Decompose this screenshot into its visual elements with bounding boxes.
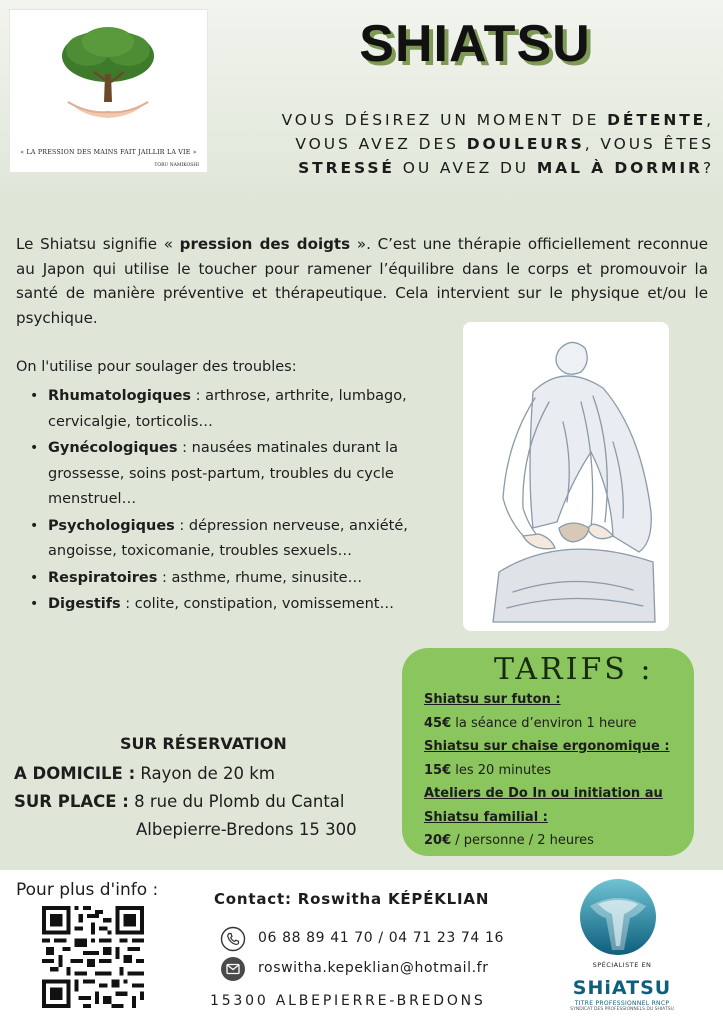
reservation-onsite [14,792,345,811]
trouble-text: : asthme, rhume, sinusite… [157,569,363,586]
tarif-price-line [424,829,690,853]
list-item [28,566,458,592]
bullet: • [30,440,39,456]
reservation-home [14,764,275,783]
trouble-text: : colite, constipation, vomissement… [120,596,394,612]
reservation-label: A DOMICILE : [14,764,136,783]
tarif-detail: les 20 minutes [451,762,552,778]
reservation-title: SUR RÉSERVATION [120,734,287,753]
bullet: • [30,569,39,586]
troubles-list [28,384,458,619]
tarif-price: 20€ [424,833,452,848]
reservation-value: 8 rue du Plomb du Cantal [128,792,345,811]
tree-in-hands-icon [58,24,158,124]
tarifs-title: TARIFS : [494,652,654,687]
list-item [28,384,458,435]
description-paragraph [16,232,708,330]
badge-line-syndicate: SYNDICAT DES PROFESSIONNELS DU SHIATSU [570,1007,674,1012]
phone-icon [220,926,246,952]
specialist-badge [568,876,676,1018]
list-item [28,436,458,513]
tarif-price-line [424,712,690,736]
description-keyword: pression des doigts [179,235,351,253]
intro-keyword: STRESSÉ [298,159,395,177]
intro-text: OU AVEZ DU [394,159,537,177]
trouble-text: : arthrose, arthrite, lumbago, cervicalgie, torticolis… [48,388,407,430]
reservation-address-line2: Albepierre-Bredons 15 300 [136,820,357,839]
trouble-name: Rhumatologiques [48,388,192,404]
practitioner-drawing-icon [463,322,669,631]
tarif-heading: Ateliers de Do In ou initiation au [424,786,663,801]
logo-author: TORU NAMIKOSHI [154,163,199,168]
intro-text: VOUS AVEZ DES [295,135,467,153]
tarifs-card [402,648,694,856]
tarif-price-line [424,759,690,783]
list-item [28,514,458,565]
intro-line-1 [214,108,714,132]
trouble-name: Digestifs [48,596,121,612]
bullet: • [30,596,39,612]
tarif-heading: Shiatsu sur chaise ergonomique : [424,739,670,754]
logo-caption: « LA PRESSION DES MAINS FAIT JAILLIR LA VIE » [20,149,197,156]
tarif-price: 45€ [424,715,452,731]
phone-number[interactable]: 06 88 89 41 70 / 04 71 23 74 16 [258,930,504,946]
tree-logo [10,10,207,172]
intro-question [214,108,714,180]
reservation-value: Rayon de 20 km [135,764,275,783]
city-address: 15300 ALBEPIERRE-BREDONS [210,993,486,1009]
intro-text: VOUS DÉSIREZ UN MOMENT DE [281,111,608,129]
badge-brand: SHiATSU [572,977,672,999]
tarif-detail: / personne / 2 heures [451,833,594,848]
more-info-label: Pour plus d'info : [16,880,159,900]
intro-text: ? [702,159,714,177]
intro-line-2 [214,132,714,156]
trouble-name: Respiratoires [48,569,158,586]
bullet: • [30,388,39,404]
tarifs-list [424,688,690,853]
mail-icon [220,956,246,982]
intro-text: , VOUS ÊTES [584,135,714,153]
email-address[interactable]: roswitha.kepeklian@hotmail.fr [258,960,489,976]
intro-keyword: MAL À DORMIR [536,159,703,177]
badge-line-1: SPÉCIALISTE EN [592,961,652,969]
trouble-name: Gynécologiques [48,440,178,456]
list-item [28,592,458,618]
intro-text: , [706,111,714,129]
trouble-text: : nausées matinales durant la grossesse, soins post-partum, troubles du cycle menstruel… [48,440,399,507]
tarif-heading: Shiatsu sur futon : [424,692,561,707]
intro-keyword: DÉTENTE [607,111,707,129]
tarif-detail: la séance d’environ 1 heure [451,715,637,731]
badge-line-title: TITRE PROFESSIONNEL RNCP [574,1000,670,1007]
page-title: SHIATSU [359,15,591,73]
uses-lead: On l'utilise pour soulager des troubles: [16,359,297,375]
trouble-name: Psychologiques [48,517,175,534]
tarif-heading: Shiatsu familial : [424,809,548,825]
reservation-label: SUR PLACE : [14,792,129,811]
shiatsu-emblem-icon [578,876,658,958]
tarif-price: 15€ [424,762,452,778]
bullet: • [30,517,39,534]
intro-line-3 [214,156,714,180]
contact-name: Contact: Roswitha KÉPÉKLIAN [214,890,490,908]
intro-keyword: DOULEURS [466,135,585,153]
description-text: Le Shiatsu signifie « [16,235,180,253]
qr-code-icon[interactable] [42,906,144,1008]
shiatsu-illustration [463,322,669,631]
trouble-text: : dépression nerveuse, anxiété, angoisse, toxicomanie, troubles sexuels… [48,517,408,559]
description-text: ». C’est une thérapie officiellement reconnue au Japon qui utilise le toucher pour ramener l’équilibre dans le corps et promouvoir la santé de manière préventive et thérapeutique. Cela intervient sur le physique et/ou le psychique. [16,235,708,327]
